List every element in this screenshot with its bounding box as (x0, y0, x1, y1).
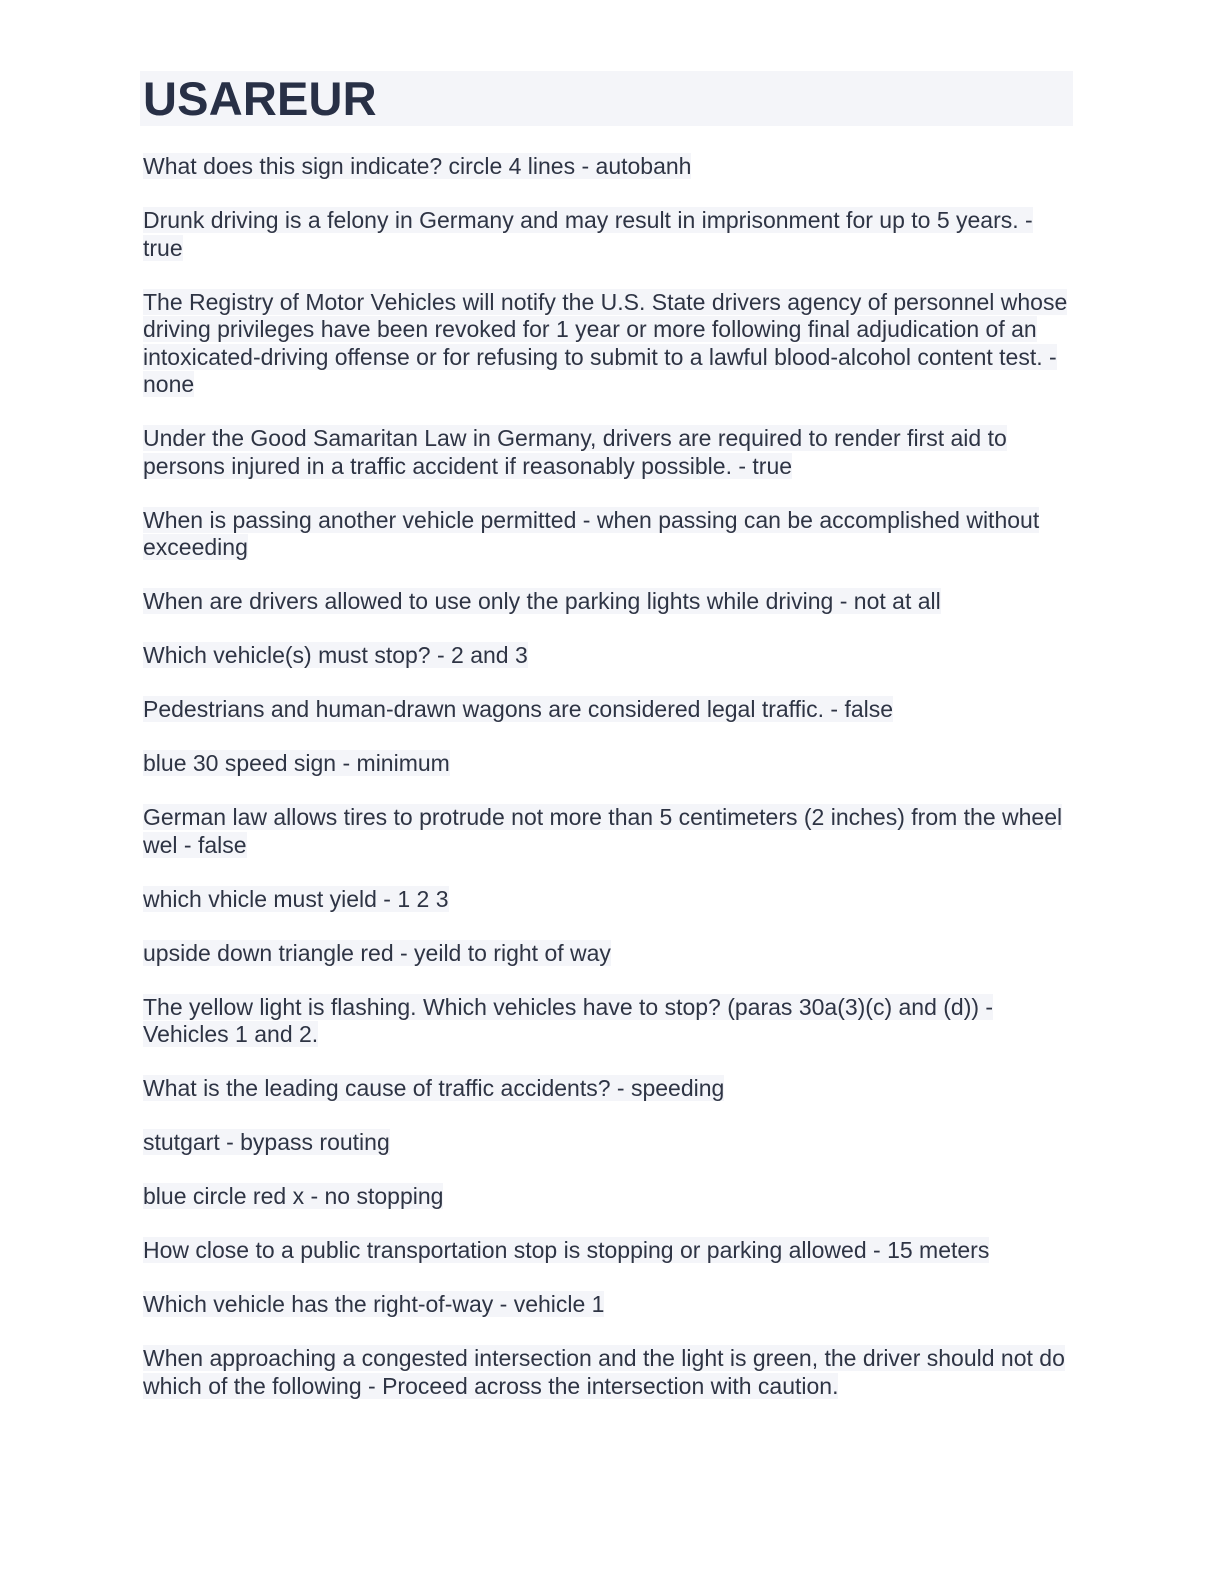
qa-text: Which vehicle(s) must stop? - 2 and 3 (143, 642, 528, 668)
qa-text: The Registry of Motor Vehicles will notify the U.S. State drivers agency of personnel whose driving privileges have been revoked for 1 year or more following final adjudication of an intoxicated-driving offense or for refusing to submit to a lawful blood-alcohol content test. - none (143, 288, 1068, 397)
qa-item (143, 1075, 1073, 1103)
qa-text: upside down triangle red - yeild to right of way (143, 939, 611, 966)
qa-text: When approaching a congested intersection and the light is green, the driver should not do which of the following - Proceed across the intersection with caution. (143, 1345, 1065, 1399)
qa-item (143, 750, 1073, 778)
qa-item (143, 207, 1073, 262)
title-bar (140, 71, 1073, 126)
qa-item (143, 289, 1073, 399)
page-title: USAREUR (143, 72, 377, 125)
qa-text: blue circle red x - no stopping (143, 1183, 444, 1209)
qa-item (143, 153, 1073, 181)
qa-item (143, 425, 1073, 480)
qa-item (143, 507, 1073, 562)
qa-text: The yellow light is flashing. Which vehicles have to stop? (paras 30a(3)(c) and (d)) - Vehicles 1 and 2. (143, 993, 994, 1047)
qa-text: Under the Good Samaritan Law in Germany, drivers are required to render first aid to persons injured in a traffic accident if reasonably possible. - true (143, 425, 1007, 479)
qa-item (143, 1345, 1073, 1400)
qa-item (143, 1183, 1073, 1211)
qa-item (143, 994, 1073, 1049)
qa-item (143, 1291, 1073, 1319)
qa-item (143, 940, 1073, 968)
qa-text: Which vehicle has the right-of-way - vehicle 1 (143, 1291, 605, 1317)
qa-text: Drunk driving is a felony in Germany and may result in imprisonment for up to 5 years. - true (143, 207, 1033, 261)
qa-text: Pedestrians and human-drawn wagons are considered legal traffic. - false (143, 696, 894, 722)
qa-item (143, 804, 1073, 859)
qa-text: What is the leading cause of traffic accidents? - speeding (143, 1075, 725, 1101)
qa-text: German law allows tires to protrude not more than 5 centimeters (2 inches) from the wheel wel - false (143, 804, 1063, 858)
document-page (140, 71, 1073, 1427)
qa-text: What does this sign indicate? circle 4 lines - autobanh (143, 153, 692, 179)
qa-text: blue 30 speed sign - minimum (143, 750, 450, 776)
qa-item (143, 642, 1073, 670)
qa-text: When is passing another vehicle permitted - when passing can be accomplished without exceeding (143, 506, 1040, 560)
qa-text: How close to a public transportation stop is stopping or parking allowed - 15 meters (143, 1237, 990, 1263)
qa-item (143, 696, 1073, 724)
qa-text: When are drivers allowed to use only the parking lights while driving - not at all (143, 588, 941, 614)
qa-text: which vhicle must yield - 1 2 3 (143, 885, 449, 912)
qa-item (143, 1237, 1073, 1265)
qa-text: stutgart - bypass routing (143, 1129, 390, 1155)
qa-item (143, 1129, 1073, 1157)
qa-list (140, 153, 1073, 1400)
qa-item (143, 886, 1073, 914)
qa-item (143, 588, 1073, 616)
